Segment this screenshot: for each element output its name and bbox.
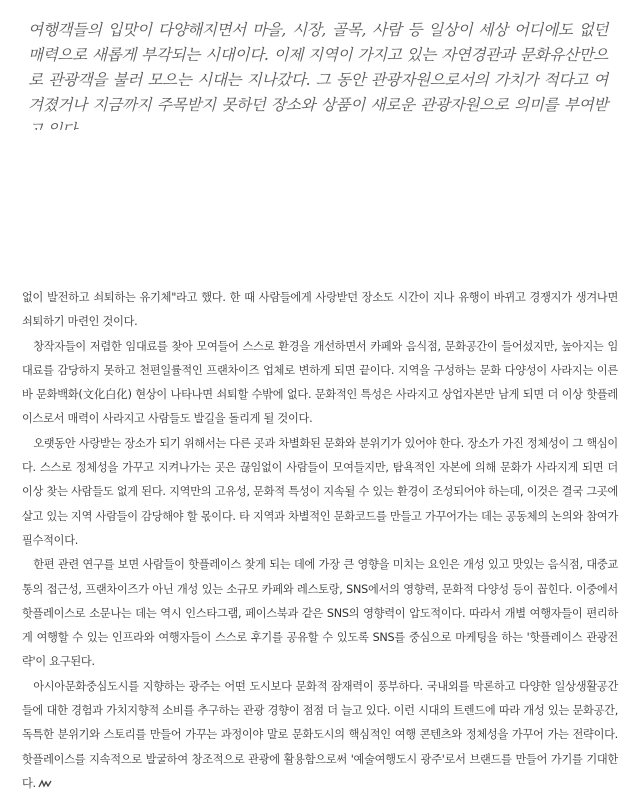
body-paragraph-2: 창작자들이 저렴한 임대료를 찾아 모여들어 스스로 환경을 개선하면서 카페와 음식점, 문화공간이 들어섰지만, 높아지는 임대료를 감당하지 못하고 천편일률적인 프랜차이즈 업체로 변하게 되면 끝이다. 지역을 구성하는 문화 다양성이 사라지는 이른바 문화백화(文化白化) 현상이 나타나면 쇠퇴할 수밖에 없다. 문화적인 특성은 사라지고 상업자본만 남게 되면 더 이상 핫플레이스로서 매력이 사라지고 사람들도 발길을 돌리게 될 것이다. (22, 339, 618, 426)
end-mark-icon (38, 779, 52, 789)
lead-paragraph: 여행객들의 입맛이 다양해지면서 마을, 시장, 골목, 사람 등 일상이 세상 어디에도 없던 매력으로 새롭게 부각되는 시대이다. 이제 지역이 가지고 있는 자연경관과 문화유산만으로 관광객을 불러 모으는 시대는 지나갔다. 그 동안 관광자원으로서의 가치가 적다고 여겨졌거나 지금까지 주목받지 못하던 장소와 상품이 새로운 관광자원으로 의미를 부여받 (28, 21, 608, 114)
article-body (22, 286, 618, 796)
body-paragraph-4: 한편 관련 연구를 보면 사람들이 핫플레이스 찾게 되는 데에 가장 큰 영향을 미치는 요인은 개성 있고 맛있는 음식점, 대중교통의 접근성, 프랜차이즈가 아닌 개성 있는 소규모 카페와 레스토랑, SNS에서의 영향력, 문화적 다양성 등이 꼽힌다. 이중에서 핫플레이스로 소문나는 데는 역시 인스타그램, 페이스북과 같은 SNS의 영향력이 압도적이다. 따라서 개별 여행자들이 편리하게 여행할 수 있는 인프라와 여행자들이 스스로 후기를 공유할 수 있도록 SNS를 중심으로 마케팅을 하는 '핫플레이스 관광전략'이 요구된다. (22, 558, 618, 669)
body-paragraph-5-text: 아시아문화중심도시를 지향하는 광주는 어떤 도시보다 문화적 잠재력이 풍부하다. 국내외를 막론하고 다양한 일상생활공간들에 대한 경험과 가치지향적 소비를 추구하는 관광 경향이 점점 더 늘고 있다. 이런 시대의 트렌드에 따라 개성 있는 문화공간, 독특한 분위기와 스토리를 만들어 가꾸는 과정이야 말로 문화도시의 핵심적인 여행 콘텐츠와 정체성을 가꾸어 가는 전략이다. 핫플레이스를 지속적으로 발굴하여 창조적으로 관광에 활용함으로써 '예술여행도시 광주'로서 브랜드를 만들어 가기를 기대한다. (22, 679, 618, 790)
body-paragraph-3: 오랫동안 사랑받는 장소가 되기 위해서는 다른 곳과 차별화된 문화와 분위기가 있어야 한다. 장소가 가진 정체성이 그 핵심이다. 스스로 정체성을 가꾸고 지켜나가는 곳은 끊임없이 사람들이 모여들지만, 탐욕적인 자본에 의해 문화가 사라지게 되면 더 이상 찾는 사람들도 없게 된다. 지역만의 고유성, 문화적 특성이 지속될 수 있는 환경이 조성되어야 하는데, 이것은 결국 그곳에 살고 있는 지역 사람들이 감당해야 할 몫이다. 타 지역과 차별적인 문화코드를 만들고 가꾸어가는 데는 공동체의 논의와 참여가 필수적이다. (22, 436, 618, 547)
body-paragraph-5 (22, 675, 618, 796)
blank-space (0, 130, 630, 280)
body-paragraph-1: 없이 발전하고 쇠퇴하는 유기체"라고 했다. 한 때 사람들에게 사랑받던 장소도 시간이 지나 유행이 바뀌고 경쟁지가 생겨나면 쇠퇴하기 마련인 것이다. (22, 291, 618, 329)
